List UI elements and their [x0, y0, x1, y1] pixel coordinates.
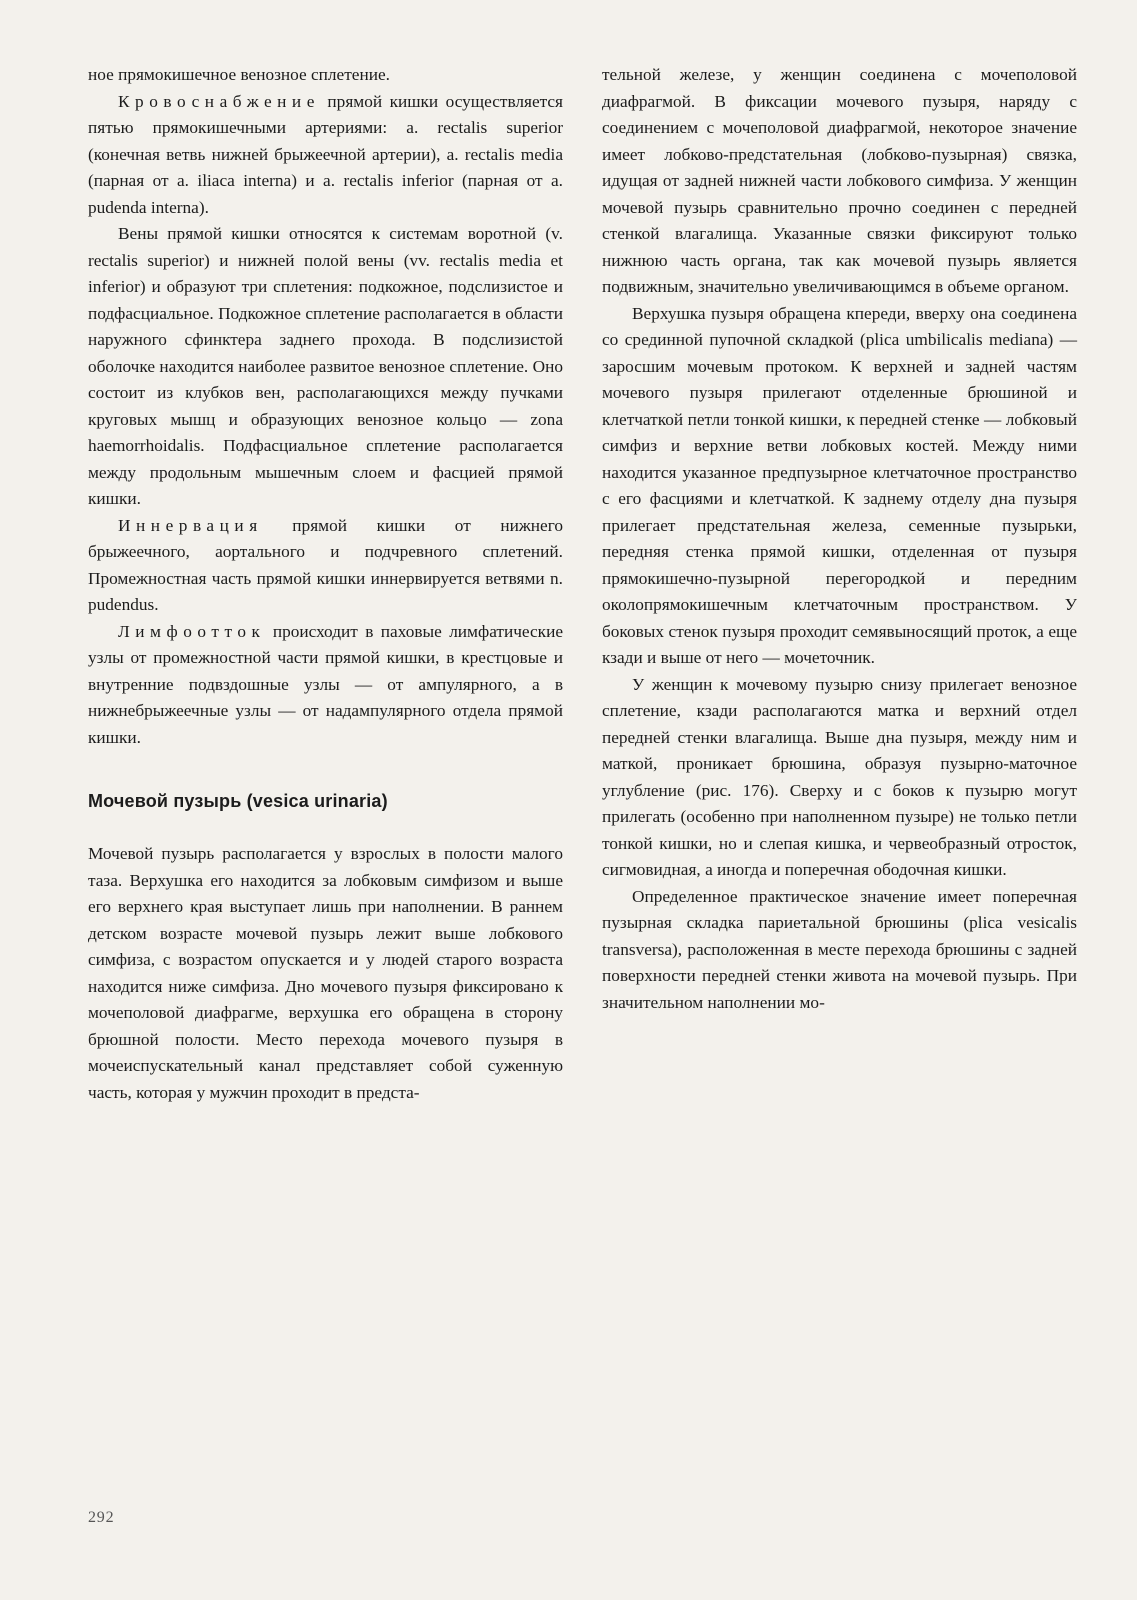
paragraph: У женщин к мочевому пузырю снизу прилегает венозное сплетение, кзади располагаются матка и верхний отдел передней стенки влагалища. Выше дна пузыря, между ним и маткой, проникает брюшина, образуя пузырно-маточное углубление (рис. 176). Сверху и с боков к пузырю могут прилегать (особенно при наполненном пузыре) не только петли тонкой кишки, но и слепая кишка, и червеобразный отросток, сигмовидная, а иногда и поперечная ободочная кишки. — [602, 674, 1077, 879]
page-number: 292 — [88, 1509, 115, 1526]
paragraph: тельной железе, у женщин соединена с мочеполовой диафрагмой. В фиксации мочевого пузыря, наряду с соединением с мочеполовой диафрагмой, некоторое значение имеет лобково-предстательная (лобково-пузырная) связка, идущая от задней нижней части лобкового симфиза. У женщин мочевой пузырь сравнительно прочно соединен с передней стенкой влагалища. Указанные связки фиксируют только нижнюю часть органа, так как мочевой пузырь является подвижным, значительно увеличивающимся в объеме органом. — [602, 65, 1077, 296]
paragraph-text: прямой кишки от нижнего брыжеечного, аортального и подчревного сплетений. Промежностная часть прямой кишки иннервируется ветвями n. pudendus. — [88, 515, 563, 614]
left-column — [88, 62, 563, 1106]
paragraph — [88, 619, 563, 752]
paragraph — [88, 89, 563, 222]
paragraph: Определенное практическое значение имеет поперечная пузырная складка париетальной брюшины (plica vesicalis transversa), расположенная в месте перехода брюшины с задней поверхности передней стенки живота на мочевой пузырь. При значительном наполнении мо- — [602, 886, 1077, 1012]
right-column — [602, 62, 1077, 1016]
paragraph: Мочевой пузырь располагается у взрослых в полости малого таза. Верхушка его находится за лобковым симфизом и выше его верхнего края выступает лишь при наполнении. В раннем детском возрасте мочевой пузырь лежит выше лобкового симфиза, с возрастом опускается и у людей старого возраста находится ниже симфиза. Дно мочевого пузыря фиксировано к мочеполовой диафрагме, верхушка его обращена в сторону брюшной полости. Место перехода мочевого пузыря в мочеиспускательный канал представляет собой суженную часть, которая у мужчин проходит в предста- — [88, 844, 563, 1102]
spaced-lead-term: Кровоснабжение — [118, 91, 320, 111]
paragraph — [88, 513, 563, 619]
paragraph-text: происходит в паховые лимфатические узлы от промежностной части прямой кишки, в крестцовые и внутренние подвздошные узлы — от ампулярного, а в нижнебрыжеечные узлы — от надампулярного отдела прямой кишки. — [88, 621, 563, 747]
paragraph: ное прямокишечное венозное сплетение. — [88, 65, 390, 84]
spaced-lead-term: Иннервация — [118, 515, 263, 535]
paragraph-text: прямой кишки осуществляется пятью прямокишечными артериями: a. rectalis superior (конечная ветвь нижней брыжеечной артерии), a. rectalis media (парная от a. iliaca interna) и a. rectalis inferior (парная от a. pudenda interna). — [88, 91, 563, 217]
spaced-lead-term: Лимфоотток — [118, 621, 266, 641]
paragraph: Верхушка пузыря обращена кпереди, вверху она соединена со срединной пупочной складкой (plica umbilicalis mediana) — заросшим мочевым протоком. К верхней и задней частям мочевого пузыря прилегают отделенные брюшиной и клетчаткой петли тонкой кишки, к передней стенке — лобковый симфиз и верхние ветви лобковых костей. Между ними находится указанное предпузырное клетчаточное пространство с его фасциями и клетчаткой. К заднему отделу дна пузыря прилегает предстательная железа, семенные пузырьки, передняя стенка прямой кишки, отделенная от пузыря прямокишечно-пузырной перегородкой и передним околопрямокишечным клетчаточным пространством. У боковых стенок пузыря проходит семявыносящий проток, а еще кзади и выше от него — мочеточник. — [602, 303, 1077, 667]
paragraph: Вены прямой кишки относятся к системам воротной (v. rectalis superior) и нижней полой вены (vv. rectalis media et inferior) и образуют три сплетения: подкожное, подслизистое и подфасциальное. Подкожное сплетение располагается в области наружного сфинктера заднего прохода. В подслизистой оболочке находится наиболее развитое венозное сплетение. Оно состоит из клубков вен, располагающихся между пучками круговых мышц и образующих венозное кольцо — zona haemorrhoidalis. Подфасциальное сплетение располагается между продольным мышечным слоем и фасцией прямой кишки. — [88, 224, 563, 508]
section-heading: Мочевой пузырь (vesica urinaria) — [88, 791, 388, 811]
